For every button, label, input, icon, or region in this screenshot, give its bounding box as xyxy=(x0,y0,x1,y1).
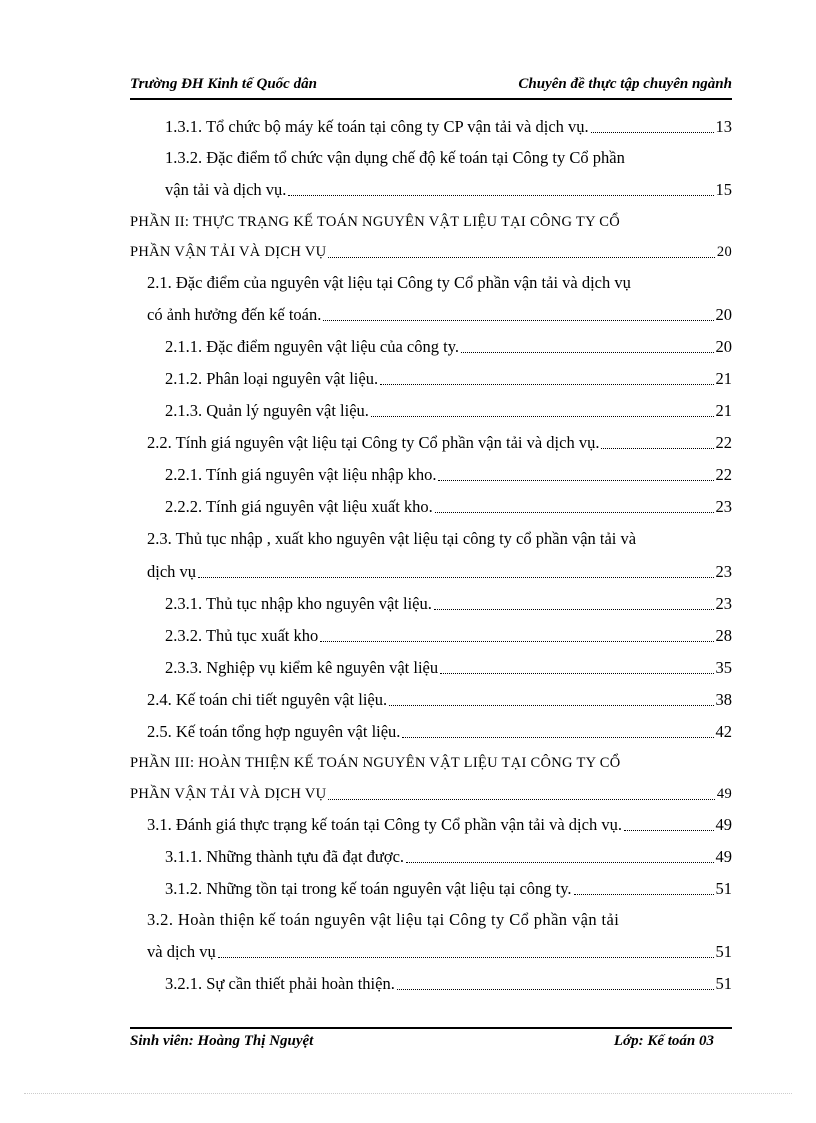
toc-entry[interactable]: 2.3.2. Thủ tục xuất kho 28 xyxy=(165,626,732,645)
toc-page: 23 xyxy=(715,594,732,613)
toc-entry[interactable]: vận tải và dịch vụ. 15 xyxy=(165,180,732,199)
toc-entry-line1[interactable]: 3.2. Hoàn thiện kế toán nguyên vật liệu tại Công ty Cổ phần vận tải xyxy=(147,910,620,929)
toc-entry[interactable]: 1.3.1. Tổ chức bộ máy kế toán tại công ty CP vận tải và dịch vụ. 13 xyxy=(165,117,732,136)
toc-page: 49 xyxy=(716,786,732,802)
toc-page: 38 xyxy=(715,690,732,709)
toc-page: 20 xyxy=(716,244,732,260)
footer-class: Lớp: Kế toán 03 xyxy=(613,1033,714,1049)
toc-entry[interactable]: 3.1.1. Những thành tựu đã đạt được. 49 xyxy=(165,847,732,866)
toc-entry[interactable]: 2.2. Tính giá nguyên vật liệu tại Công ty Cổ phần vận tải và dịch vụ. 22 xyxy=(147,433,732,452)
toc-entry[interactable]: 2.3.1. Thủ tục nhập kho nguyên vật liệu. 23 xyxy=(165,594,732,613)
toc-entry[interactable]: 2.1.2. Phân loại nguyên vật liệu. 21 xyxy=(165,369,732,388)
header-title: Chuyên đề thực tập chuyên ngành xyxy=(518,76,732,92)
toc-entry[interactable]: 2.4. Kế toán chi tiết nguyên vật liệu. 38 xyxy=(147,690,732,709)
toc-part[interactable]: PHẦN VẬN TẢI VÀ DỊCH VỤ 20 xyxy=(130,244,732,260)
toc-part-line1[interactable]: PHẦN III: HOÀN THIỆN KẾ TOÁN NGUYÊN VẬT LIỆU TẠI CÔNG TY CỔ xyxy=(130,755,621,771)
toc-page: 51 xyxy=(715,942,732,961)
toc-entry[interactable]: 2.1.3. Quản lý nguyên vật liệu. 21 xyxy=(165,401,732,420)
toc-page: 49 xyxy=(715,815,732,834)
toc-part-line1[interactable]: PHẦN II: THỰC TRẠNG KẾ TOÁN NGUYÊN VẬT LIỆU TẠI CÔNG TY CỔ xyxy=(130,214,620,230)
page-header xyxy=(130,76,732,100)
toc-page: 20 xyxy=(715,305,732,324)
toc-entry[interactable]: 2.3.3. Nghiệp vụ kiểm kê nguyên vật liệu 35 xyxy=(165,658,732,677)
toc-entry[interactable]: 2.5. Kế toán tổng hợp nguyên vật liệu. 42 xyxy=(147,722,732,741)
toc-entry[interactable]: và dịch vụ 51 xyxy=(147,942,732,961)
toc-entry-line1[interactable]: 1.3.2. Đặc điểm tổ chức vận dụng chế độ kế toán tại Công ty Cổ phần xyxy=(165,148,625,167)
toc-page: 28 xyxy=(715,626,732,645)
toc-page: 35 xyxy=(715,658,732,677)
toc-page: 23 xyxy=(715,562,732,581)
toc-page: 49 xyxy=(715,847,732,866)
toc-page: 13 xyxy=(715,117,732,136)
toc-part[interactable]: PHẦN VẬN TẢI VÀ DỊCH VỤ 49 xyxy=(130,786,732,802)
toc-page: 51 xyxy=(715,974,732,993)
page-footer xyxy=(130,1027,732,1053)
toc-page: 22 xyxy=(715,433,732,452)
toc-entry[interactable]: 2.1.1. Đặc điểm nguyên vật liệu của công ty. 20 xyxy=(165,337,732,356)
toc-entry[interactable]: có ảnh hưởng đến kế toán. 20 xyxy=(147,305,732,324)
toc-entry[interactable]: dịch vụ 23 xyxy=(147,562,732,581)
toc-entry[interactable]: 2.2.2. Tính giá nguyên vật liệu xuất kho. 23 xyxy=(165,497,732,516)
toc-page: 22 xyxy=(715,465,732,484)
toc-entry[interactable]: 3.1.2. Những tồn tại trong kế toán nguyên vật liệu tại công ty. 51 xyxy=(165,879,732,898)
header-school: Trường ĐH Kinh tế Quốc dân xyxy=(130,76,317,92)
toc-entry[interactable]: 3.1. Đánh giá thực trạng kế toán tại Công ty Cổ phần vận tải và dịch vụ. 49 xyxy=(147,815,732,834)
toc-page: 21 xyxy=(715,369,732,388)
toc-page: 20 xyxy=(715,337,732,356)
footer-student: Sinh viên: Hoàng Thị Nguyệt xyxy=(130,1033,314,1049)
toc-entry[interactable]: 3.2.1. Sự cần thiết phải hoàn thiện. 51 xyxy=(165,974,732,993)
toc-page: 42 xyxy=(715,722,732,741)
toc-page: 15 xyxy=(715,180,732,199)
toc-entry[interactable]: 2.2.1. Tính giá nguyên vật liệu nhập kho. 22 xyxy=(165,465,732,484)
toc-page: 21 xyxy=(715,401,732,420)
toc-entry-line1[interactable]: 2.1. Đặc điểm của nguyên vật liệu tại Công ty Cổ phần vận tải và dịch vụ xyxy=(147,273,631,292)
toc-page: 23 xyxy=(715,497,732,516)
toc-entry-line1[interactable]: 2.3. Thủ tục nhập , xuất kho nguyên vật liệu tại công ty cổ phần vận tải và xyxy=(147,529,637,548)
toc-page: 51 xyxy=(715,879,732,898)
page-edge-divider xyxy=(24,1093,792,1094)
